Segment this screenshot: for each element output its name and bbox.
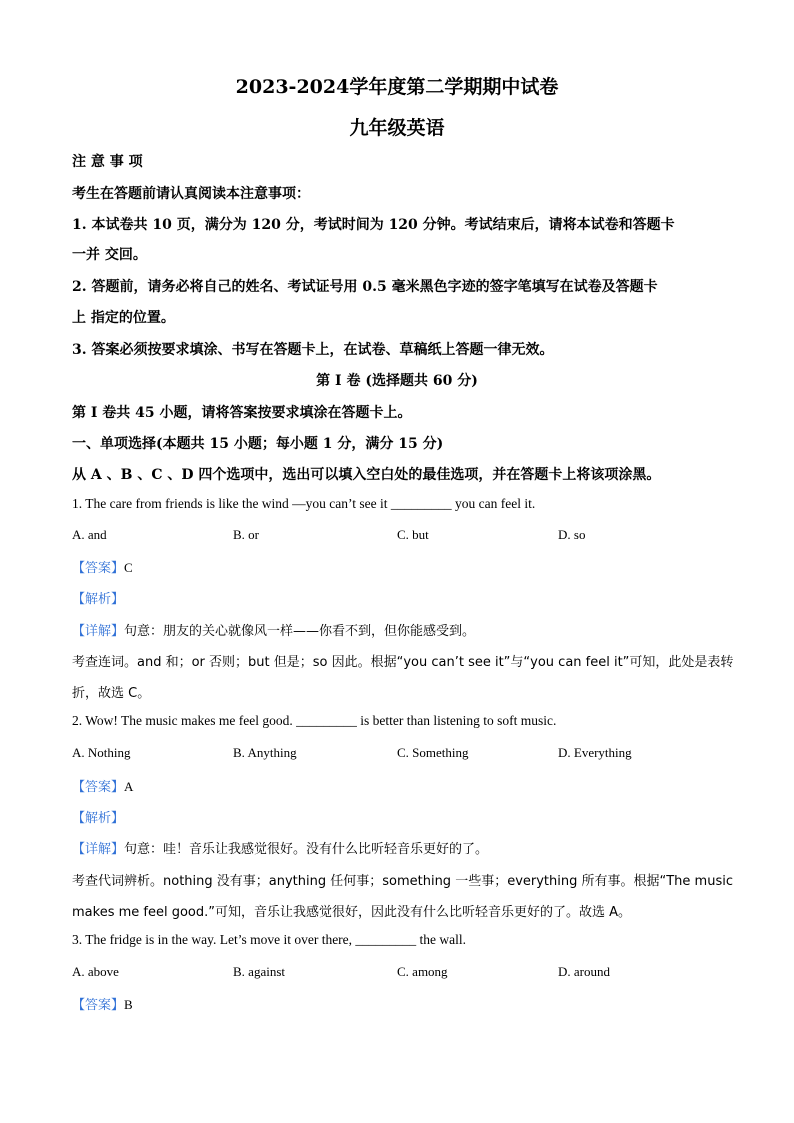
exam-subtitle: 九年级英语 — [349, 117, 445, 139]
option-c: C. but — [397, 527, 429, 542]
question-stem: 3. The fridge is in the way. Let’s move it over there, _________ the wall. — [72, 932, 467, 947]
answer-row — [72, 557, 732, 576]
detail-row — [72, 838, 732, 857]
question-stem: 2. Wow! The music makes me feel good. _________ is better than listening to soft music. — [72, 713, 557, 728]
answer-label: 【答案】 — [72, 561, 125, 576]
answer-value: B — [124, 997, 133, 1012]
option-d: D. Everything — [558, 745, 632, 760]
explanation-line-1: 考查代词辨析。nothing 没有事；anything 任何事；something 一些事；everything 所有事。根据“The music — [72, 874, 733, 889]
explanation-line-2: 折，故选 C。 — [72, 686, 151, 701]
detail-label: 【详解】 — [72, 842, 125, 857]
detail-row — [72, 620, 732, 639]
option-a: A. Nothing — [72, 745, 131, 760]
analysis-label: 【解析】 — [72, 811, 125, 826]
analysis-label-row — [72, 807, 732, 826]
detail-text: 句意：朋友的关心就像风一样——你看不到，但你能感受到。 — [124, 624, 476, 639]
answer-row — [72, 994, 732, 1013]
analysis-label-row — [72, 588, 732, 607]
exam-title: 2023-2024学年度第二学期期中试卷 — [235, 76, 559, 98]
answer-value: C — [124, 560, 133, 575]
notice-heading: 注 意 事 项 — [72, 154, 143, 170]
option-a: A. and — [72, 527, 107, 542]
option-b: B. or — [233, 527, 259, 542]
notice-item-1-line-2: 一并 交回。 — [72, 247, 147, 263]
option-c: C. among — [397, 964, 448, 979]
option-d: D. so — [558, 527, 586, 542]
part-note: 第 I 卷共 45 小题，请将答案按要求填涂在答题卡上。 — [72, 405, 412, 421]
detail-label: 【详解】 — [72, 624, 125, 639]
section-instruction: 从 A 、B 、C 、D 四个选项中，选出可以填入空白处的最佳选项，并在答题卡上将该项涂黑。 — [72, 467, 661, 483]
answer-label: 【答案】 — [72, 780, 125, 795]
detail-text: 句意：哇！音乐让我感觉很好。没有什么比听轻音乐更好的了。 — [124, 842, 489, 857]
answer-value: A — [124, 779, 134, 794]
notice-item-2-line-1: 2. 答题前，请务必将自己的姓名、考试证号用 0.5 毫米黑色字迹的签字笔填写在试卷及答题卡 — [72, 279, 658, 295]
notice-item-3: 3. 答案必须按要求填涂、书写在答题卡上，在试卷、草稿纸上答题一律无效。 — [72, 342, 554, 358]
notice-item-2-line-2: 上 指定的位置。 — [72, 310, 175, 326]
notice-intro: 考生在答题前请认真阅读本注意事项： — [72, 186, 310, 202]
answer-label: 【答案】 — [72, 998, 125, 1013]
answer-row — [72, 776, 732, 795]
question-stem: 1. The care from friends is like the wind —you can’t see it _________ you can feel it. — [72, 496, 536, 511]
analysis-label: 【解析】 — [72, 592, 125, 607]
notice-item-1-line-1: 1. 本试卷共 10 页，满分为 120 分，考试时间为 120 分钟。考试结束后，请将本试卷和答题卡 — [72, 217, 675, 233]
option-b: B. Anything — [233, 745, 297, 760]
option-b: B. against — [233, 964, 285, 979]
option-d: D. around — [558, 964, 610, 979]
part-title: 第 I 卷 (选择题共 60 分) — [316, 373, 478, 389]
option-c: C. Something — [397, 745, 469, 760]
section-heading: 一、单项选择(本题共 15 小题；每小题 1 分，满分 15 分) — [72, 436, 444, 452]
explanation-line-2: makes me feel good.”可知，音乐让我感觉很好，因此没有什么比听轻音乐更好的了。故选 A。 — [72, 905, 632, 920]
explanation-line-1: 考查连词。and 和；or 否则；but 但是；so 因此。根据“you can’t see it”与“you can feel it”可知，此处是表转 — [72, 655, 734, 670]
option-a: A. above — [72, 964, 119, 979]
